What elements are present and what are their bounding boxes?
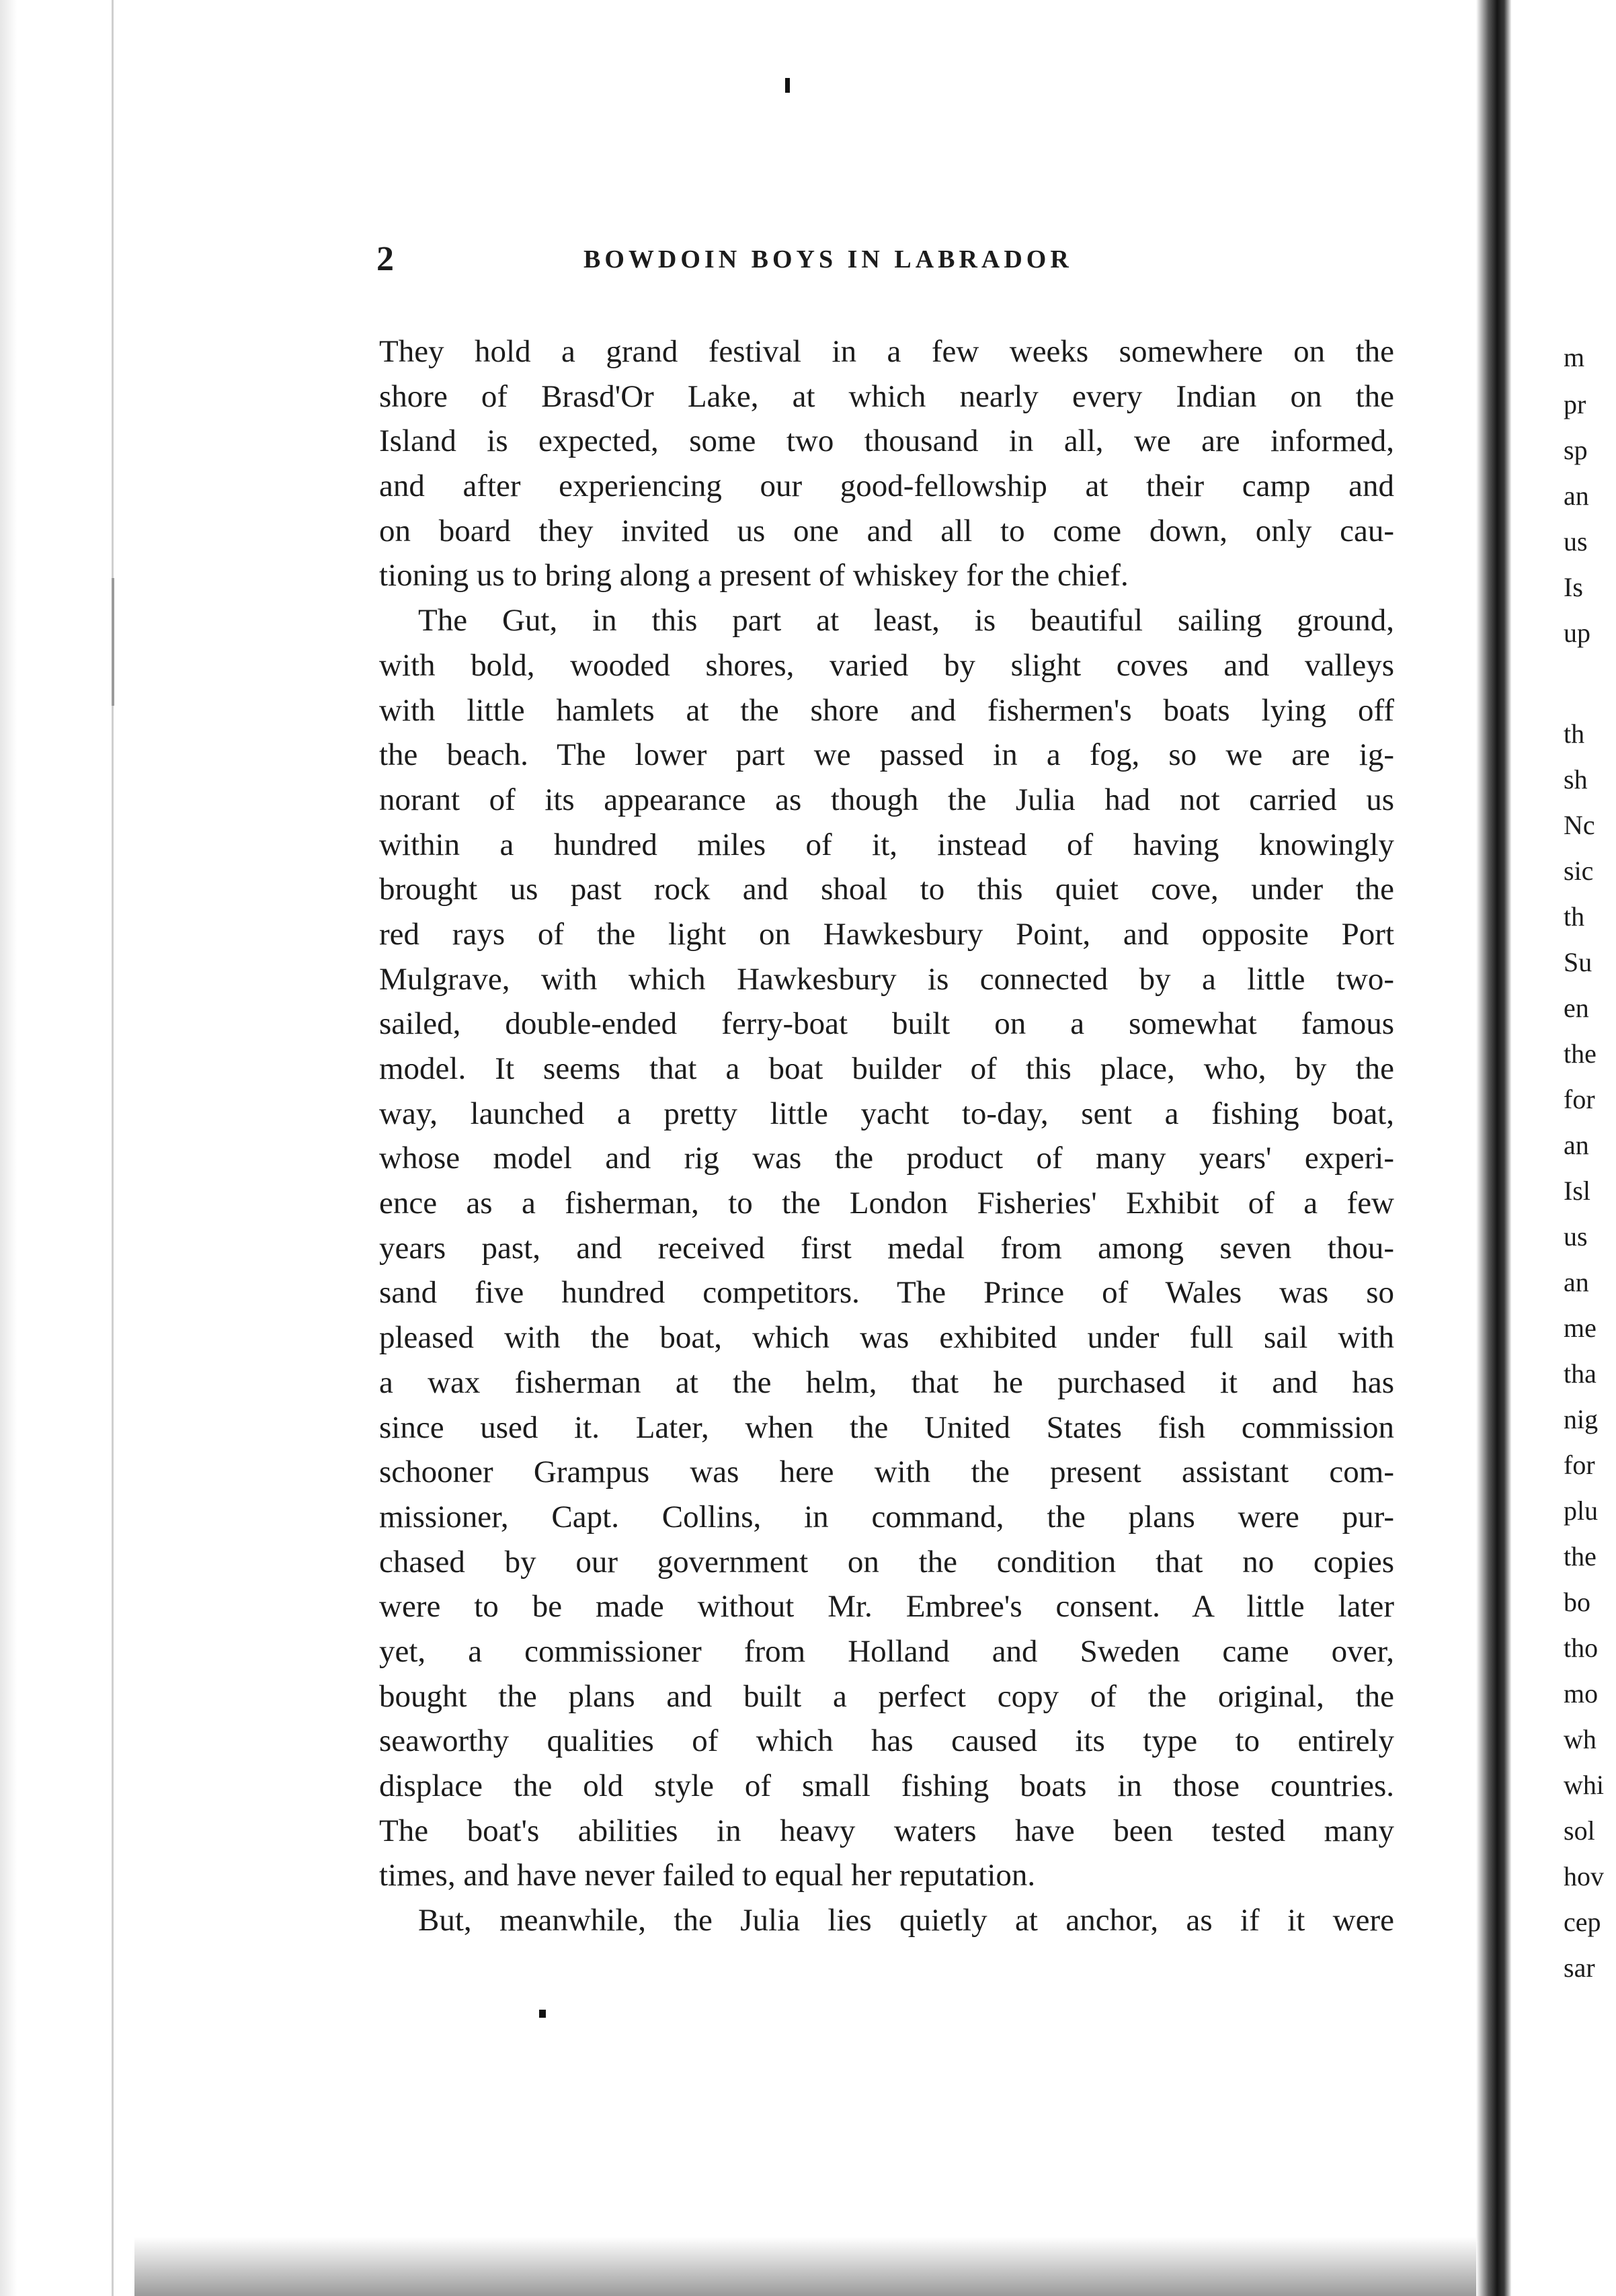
text-line: They hold a grand festival in a few weeks somewhere on the [379,334,1394,369]
text-line: The Gut, in this part at least, is beautiful sailing ground, [418,603,1394,639]
text-line: ence as a fisherman, to the London Fisheries' Exhibit of a few [379,1186,1394,1221]
facing-page-fragment: the [1564,1038,1597,1069]
facing-page-fragment: an [1564,481,1589,511]
facing-page-fragment: sar [1564,1953,1595,1983]
scan-speck [112,578,114,706]
text-line: schooner Grampus was here with the present assistant com- [379,1454,1394,1490]
facing-page-fragment: whi [1564,1770,1604,1800]
text-line: sand five hundred competitors. The Prince of Wales was so [379,1275,1394,1311]
facing-page-fragment: mo [1564,1678,1599,1709]
text-line: seaworthy qualities of which has caused its type to entirely [379,1723,1394,1759]
facing-page-fragment: bo [1564,1587,1590,1617]
body-text [379,329,1394,1943]
text-line: missioner, Capt. Collins, in command, the plans were pur- [379,1499,1394,1534]
scan-speck [785,78,790,93]
text-line: chased by our government on the condition that no copies [379,1544,1394,1580]
text-line: pleased with the boat, which was exhibited under full sail with [379,1320,1394,1356]
facing-page-fragment: th [1564,719,1585,749]
facing-page-fragment: plu [1564,1495,1599,1526]
text-line: tioning us to bring along a present of whiskey for the chief. [379,558,1129,593]
scan-speck [539,2010,546,2018]
facing-page-fragment: for [1564,1084,1595,1114]
facing-page-fragment: pr [1564,389,1586,419]
facing-page-fragment: Nc [1564,810,1595,840]
text-line: bought the plans and built a perfect copy of the original, the [379,1678,1394,1714]
facing-page-fragment: the [1564,1541,1597,1571]
book-title: BOWDOIN BOYS IN LABRADOR [583,245,1073,274]
text-line: were to be made without Mr. Embree's consent. A little later [379,1589,1394,1625]
facing-page-fragment: m [1564,342,1585,372]
facing-page-fragment: wh [1564,1724,1597,1754]
text-line: model. It seems that a boat builder of this place, who, by the [379,1051,1394,1086]
text-line: displace the old style of small fishing boats in those countries. [379,1768,1394,1803]
running-head [368,229,1417,276]
text-line: yet, a commissioner from Holland and Sweden came over, [379,1633,1394,1669]
facing-page-fragment: Isl [1564,1176,1590,1206]
text-line: whose model and rig was the product of many years' experi- [379,1141,1394,1176]
book-gutter [1476,0,1511,2296]
text-line: with little hamlets at the shore and fishermen's boats lying off [379,692,1394,728]
facing-page-fragment: for [1564,1450,1595,1480]
text-line: red rays of the light on Hawkesbury Point, and opposite Port [379,916,1394,952]
text-line: a wax fisherman at the helm, that he purchased it and has [379,1364,1394,1400]
text-line: within a hundred miles of it, instead of having knowingly [379,827,1394,862]
text-line: sailed, double-ended ferry-boat built on a somewhat famous [379,1006,1394,1042]
text-line: since used it. Later, when the United States fish commission [379,1409,1394,1445]
text-line: the beach. The lower part we passed in a fog, so we are ig- [379,737,1394,773]
scan-bottom-shadow [134,2237,1616,2296]
facing-page-edge [1511,0,1616,2296]
facing-page-fragment: sh [1564,764,1588,794]
facing-page-fragment: sp [1564,435,1588,465]
facing-page-fragment: th [1564,901,1585,932]
facing-page-fragment: sic [1564,856,1594,886]
facing-page-fragment: hov [1564,1861,1604,1891]
facing-page-fragment: tho [1564,1633,1599,1663]
text-line: Island is expected, some two thousand in all, we are informed, [379,423,1394,459]
facing-page-fragment: en [1564,993,1589,1023]
facing-page-fragment: up [1564,618,1590,648]
text-line: years past, and received first medal from among seven thou- [379,1230,1394,1266]
text-line: with bold, wooded shores, varied by slight coves and valleys [379,647,1394,683]
text-line: Mulgrave, with which Hawkesbury is connected by a little two- [379,961,1394,997]
facing-page-fragment: Su [1564,947,1592,977]
facing-page-fragment: nig [1564,1404,1599,1434]
facing-page-fragment: an [1564,1130,1589,1160]
text-line: and after experiencing our good-fellowship at their camp and [379,468,1394,504]
facing-page-fragment: me [1564,1313,1597,1343]
text-line: shore of Brasd'Or Lake, at which nearly every Indian on the [379,378,1394,414]
facing-page-fragment: us [1564,1221,1588,1252]
facing-page-fragment: Is [1564,572,1583,602]
facing-page-fragment: an [1564,1267,1589,1297]
scan-left-edge [0,0,17,2296]
text-line: The boat's abilities in heavy waters have been tested many [379,1813,1394,1848]
text-line: But, meanwhile, the Julia lies quietly at anchor, as if it were [418,1903,1394,1938]
facing-page-fragment: cep [1564,1907,1601,1937]
facing-page-fragment: us [1564,526,1588,557]
text-line: way, launched a pretty little yacht to-day, sent a fishing boat, [379,1096,1394,1131]
facing-page-fragment: sol [1564,1815,1595,1846]
page-number: 2 [376,240,394,278]
text-line: times, and have never failed to equal her reputation. [379,1858,1036,1893]
text-line: brought us past rock and shoal to this quiet cove, under the [379,872,1394,907]
text-line: on board they invited us one and all to come down, only cau- [379,513,1394,548]
text-line: norant of its appearance as though the Julia had not carried us [379,782,1394,817]
page-border-line [112,0,114,2296]
facing-page-fragment: tha [1564,1358,1597,1389]
